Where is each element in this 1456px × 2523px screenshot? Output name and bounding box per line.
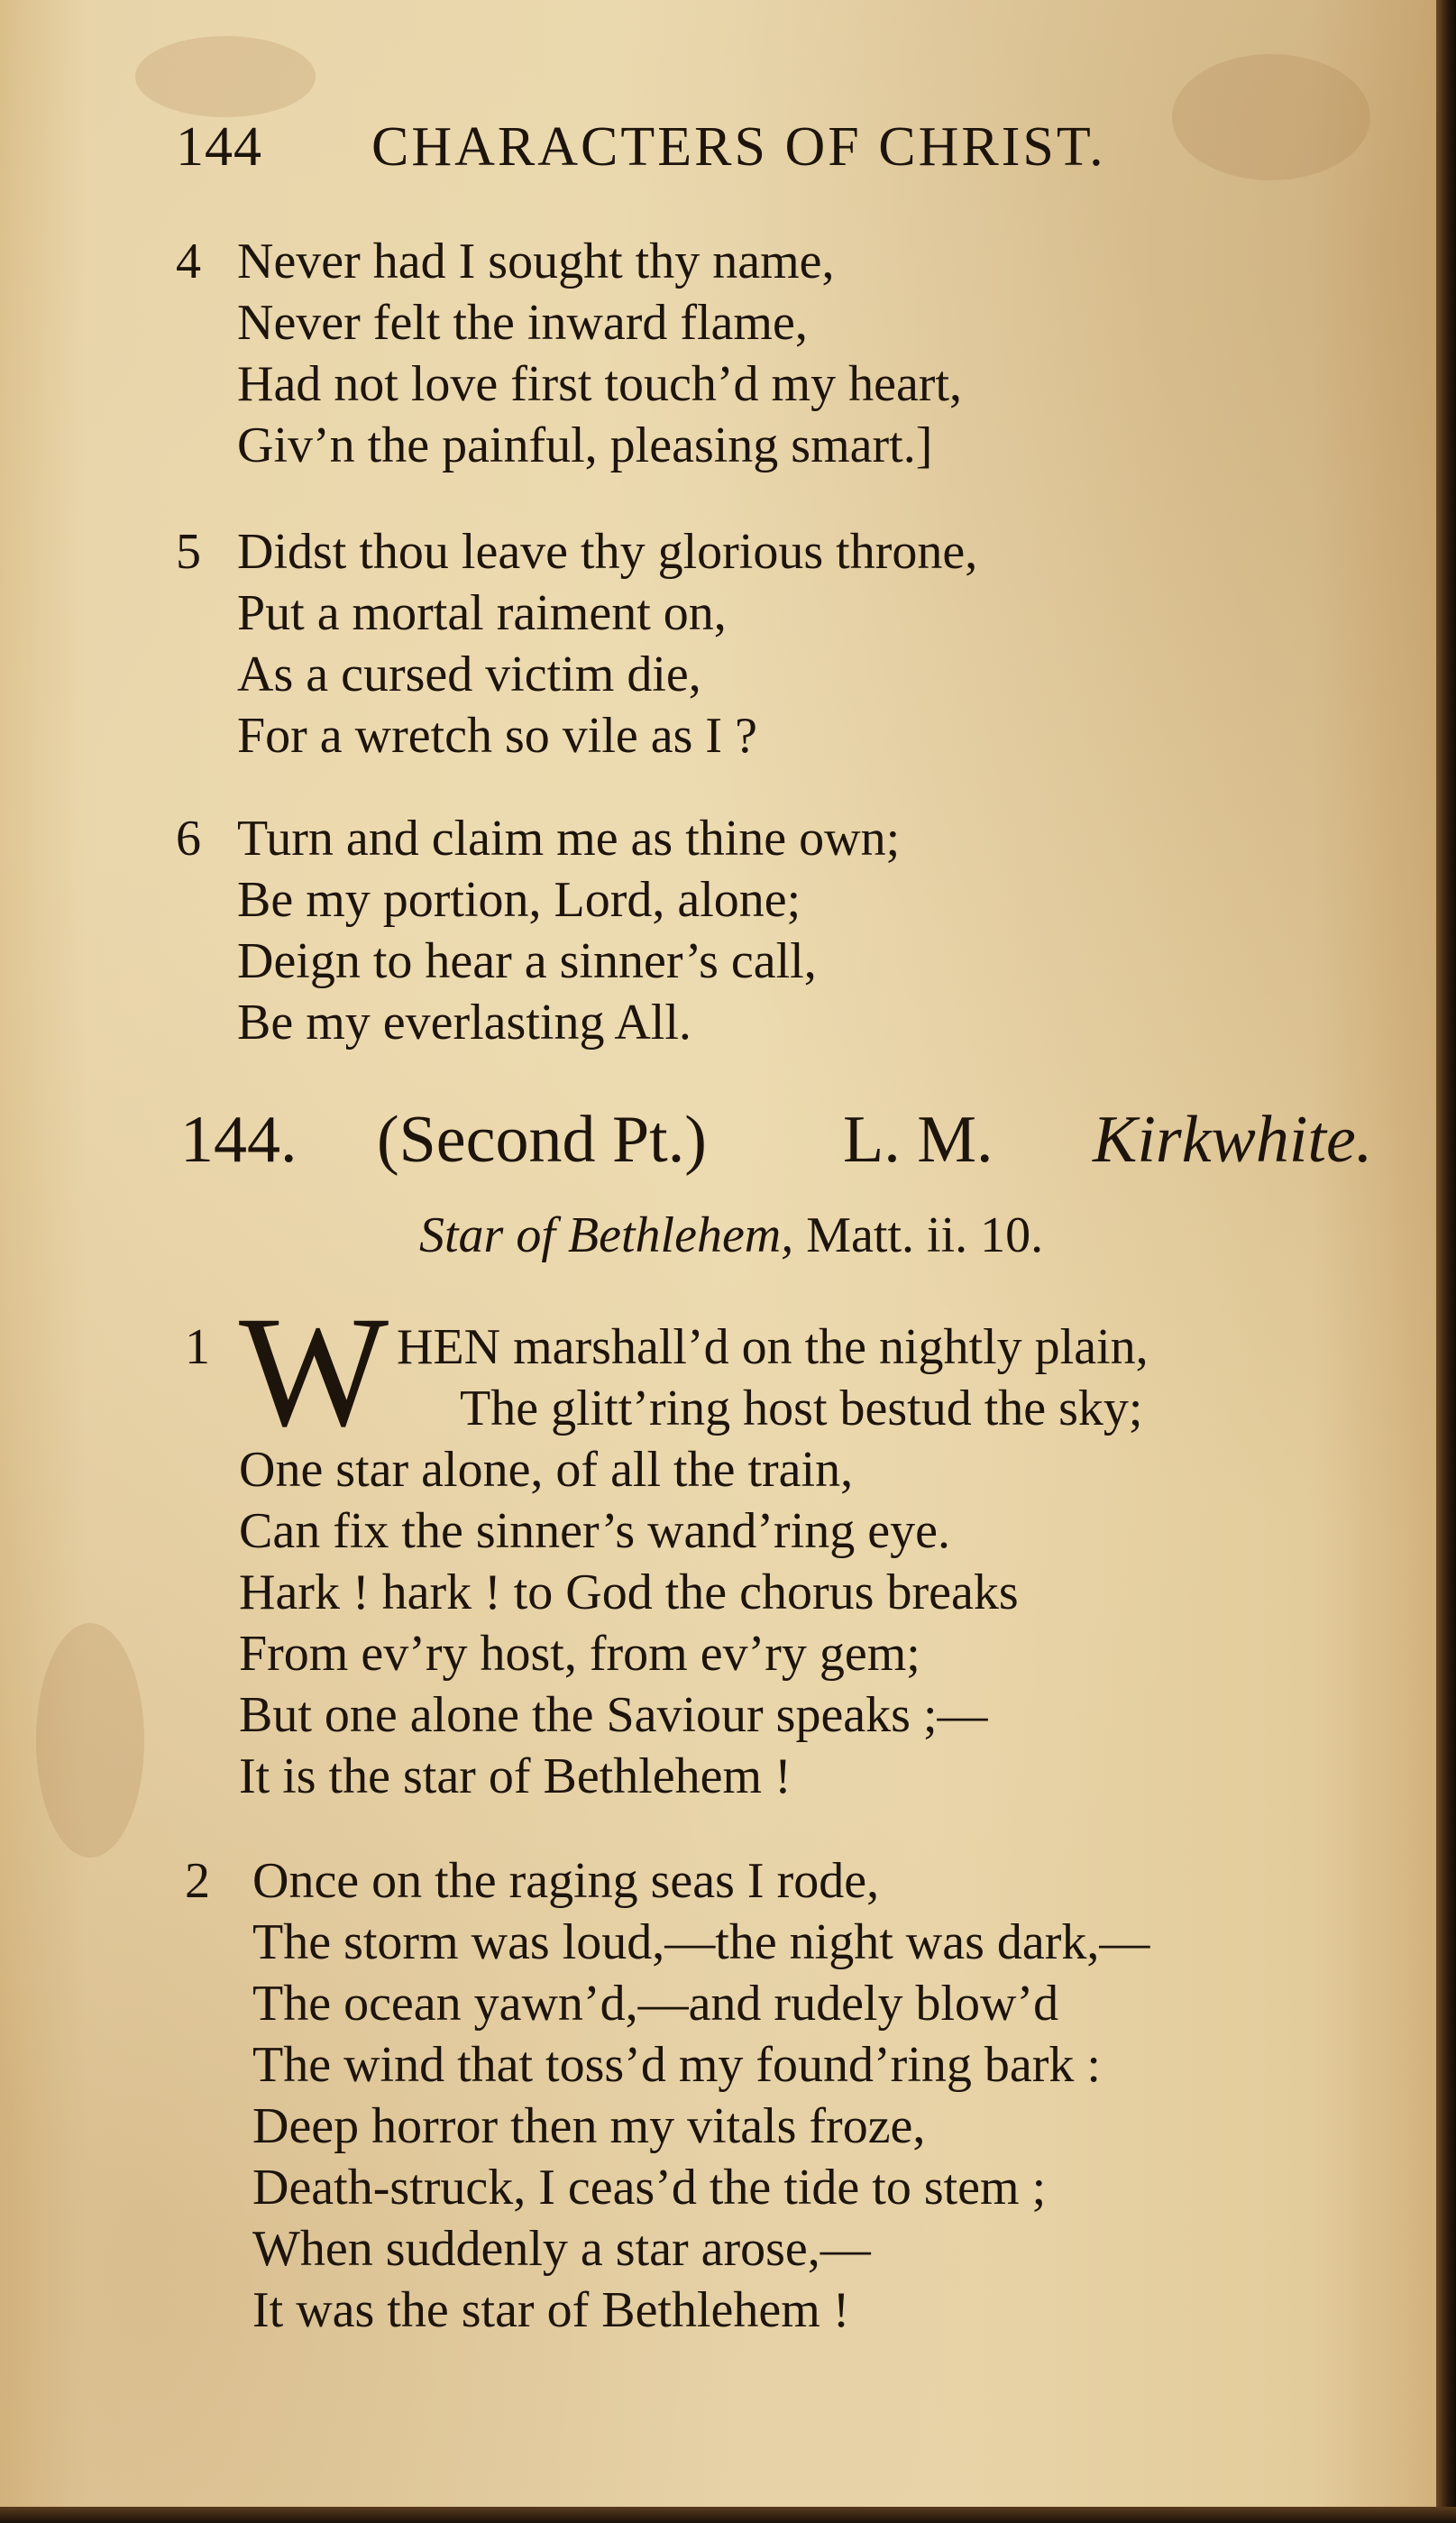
stanza	[237, 521, 977, 766]
stanza	[239, 1439, 1019, 1807]
verse-line: Once on the raging seas I rode,	[252, 1853, 880, 1909]
stanza-number: 2	[185, 1853, 210, 1909]
verse-line: The storm was loud,—the night was dark,—	[252, 1914, 1150, 1970]
verse-line: One star alone, of all the train,	[239, 1442, 854, 1498]
hymn-subtitle	[419, 1206, 1043, 1264]
paper-stain	[135, 36, 316, 117]
paper-stain	[36, 1623, 144, 1858]
verse-line: Never had I sought thy name,	[237, 234, 835, 289]
verse-line: Be my portion, Lord, alone;	[237, 872, 801, 928]
verse-line: It is the star of Bethlehem !	[239, 1748, 792, 1804]
hymn-part: (Second Pt.)	[377, 1103, 707, 1177]
hymn-number: 144.	[180, 1103, 298, 1177]
hymn-meter: L. M.	[843, 1103, 994, 1177]
verse-line: Giv’n the painful, pleasing smart.]	[237, 417, 933, 473]
page-edge-bottom	[0, 2507, 1456, 2523]
verse-line: Deign to hear a sinner’s call,	[237, 933, 817, 989]
hymn-tune: Star of Bethlehem,	[419, 1207, 794, 1263]
running-title: CHARACTERS OF CHRIST.	[371, 116, 1106, 178]
scripture-reference: Matt. ii. 10.	[806, 1207, 1044, 1263]
stanza-number: 5	[176, 524, 201, 580]
stanza	[237, 231, 962, 476]
verse-line: For a wretch so vile as I ?	[237, 708, 757, 764]
page-number: 144	[176, 116, 262, 178]
verse-line: The glitt’ring host bestud the sky;	[460, 1381, 1143, 1436]
hymn-author: Kirkwhite.	[1093, 1103, 1373, 1177]
stanza-number: 1	[185, 1319, 210, 1375]
verse-line: But one alone the Saviour speaks ;—	[239, 1687, 988, 1743]
running-header	[176, 115, 1240, 188]
hymn-heading	[180, 1102, 1424, 1183]
verse-line: From ev’ry host, from ev’ry gem;	[239, 1626, 920, 1682]
drop-cap: W	[239, 1284, 389, 1460]
verse-line: Never felt the inward flame,	[237, 295, 808, 351]
verse-line: As a cursed victim die,	[237, 647, 701, 702]
verse-line: Had not love first touch’d my heart,	[237, 356, 963, 412]
verse-line: Be my everlasting All.	[237, 995, 691, 1050]
verse-line: When suddenly a star arose,—	[252, 2221, 871, 2277]
verse-line: The ocean yawn’d,—and rudely blow’d	[252, 1976, 1059, 2032]
verse-line: Death-struck, I ceas’d the tide to stem ;	[252, 2160, 1047, 2216]
stanza	[237, 808, 900, 1053]
verse-line: HEN marshall’d on the nightly plain,	[397, 1319, 1149, 1375]
verse-line: Turn and claim me as thine own;	[237, 811, 901, 867]
verse-line: It was the star of Bethlehem !	[252, 2282, 850, 2338]
verse-line: Hark ! hark ! to God the chorus breaks	[239, 1564, 1019, 1620]
stanza-number: 4	[176, 234, 201, 289]
verse-line: Put a mortal raiment on,	[237, 585, 727, 641]
verse-line: The wind that toss’d my found’ring bark :	[252, 2037, 1101, 2093]
stanza-number: 6	[176, 811, 201, 867]
stanza	[252, 1850, 1149, 2341]
verse-line: Deep horror then my vitals froze,	[252, 2098, 926, 2154]
verse-line: Can fix the sinner’s wand’ring eye.	[239, 1503, 950, 1559]
page-edge-right	[1436, 0, 1456, 2523]
verse-line: Didst thou leave thy glorious throne,	[237, 524, 978, 580]
